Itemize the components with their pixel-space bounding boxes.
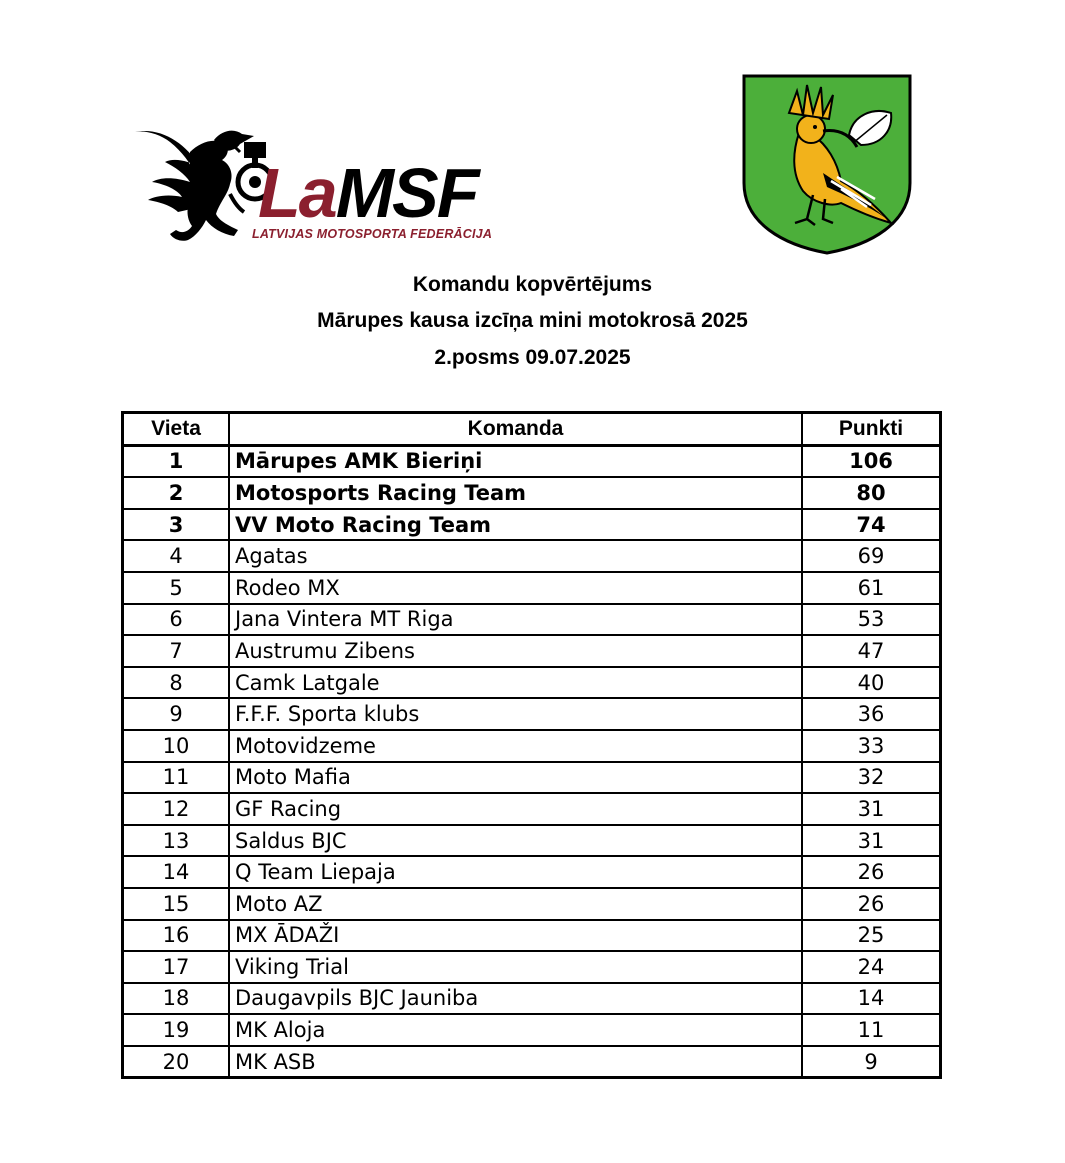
cell-place: 20 — [123, 1046, 230, 1078]
title-stage-date: 2.posms 09.07.2025 — [434, 346, 631, 369]
cell-points: 9 — [802, 1046, 941, 1078]
cell-place: 9 — [123, 698, 230, 730]
table-row — [123, 572, 941, 604]
cell-place: 16 — [123, 920, 230, 952]
table-row — [123, 983, 941, 1015]
table-row — [123, 635, 941, 667]
cell-points: 32 — [802, 762, 941, 794]
cell-place: 2 — [123, 477, 230, 509]
cell-place: 7 — [123, 635, 230, 667]
wordmark-msf: MSF — [335, 154, 478, 232]
cell-place: 8 — [123, 667, 230, 699]
team-standings-table — [121, 411, 942, 1079]
table-row — [123, 604, 941, 636]
cell-team: Austrumu Zibens — [229, 635, 802, 667]
cell-points: 80 — [802, 477, 941, 509]
cell-place: 3 — [123, 509, 230, 541]
table-row — [123, 667, 941, 699]
cell-team: Rodeo MX — [229, 572, 802, 604]
table-row — [123, 762, 941, 794]
cell-team: Agatas — [229, 540, 802, 572]
cell-team: GF Racing — [229, 793, 802, 825]
cell-points: 53 — [802, 604, 941, 636]
cell-place: 10 — [123, 730, 230, 762]
cell-place: 18 — [123, 983, 230, 1015]
table-row — [123, 793, 941, 825]
cell-place: 12 — [123, 793, 230, 825]
cell-place: 5 — [123, 572, 230, 604]
cell-team: Q Team Liepaja — [229, 856, 802, 888]
cell-points: 25 — [802, 920, 941, 952]
table-row — [123, 477, 941, 509]
cell-points: 26 — [802, 856, 941, 888]
cell-points: 33 — [802, 730, 941, 762]
cell-team: Moto AZ — [229, 888, 802, 920]
table-row — [123, 730, 941, 762]
cell-place: 4 — [123, 540, 230, 572]
cell-points: 40 — [802, 667, 941, 699]
table-row — [123, 888, 941, 920]
cell-team: MX ĀDAŽI — [229, 920, 802, 952]
cell-points: 36 — [802, 698, 941, 730]
cell-points: 31 — [802, 793, 941, 825]
cell-team: Saldus BJC — [229, 825, 802, 857]
cell-team: Mārupes AMK Bieriņi — [229, 445, 802, 477]
cell-points: 26 — [802, 888, 941, 920]
cell-place: 19 — [123, 1014, 230, 1046]
cell-points: 61 — [802, 572, 941, 604]
table-row — [123, 920, 941, 952]
cell-team: Motovidzeme — [229, 730, 802, 762]
cell-team: MK Aloja — [229, 1014, 802, 1046]
cell-team: Camk Latgale — [229, 667, 802, 699]
table-row — [123, 540, 941, 572]
cell-place: 13 — [123, 825, 230, 857]
lamsf-wordmark — [258, 154, 478, 232]
table-row — [123, 698, 941, 730]
column-header-team: Komanda — [229, 413, 802, 446]
cell-place: 6 — [123, 604, 230, 636]
title-standings: Komandu kopvērtējums — [412, 273, 653, 296]
table-header-row — [123, 413, 941, 446]
cell-points: 11 — [802, 1014, 941, 1046]
table-row — [123, 951, 941, 983]
cell-points: 31 — [802, 825, 941, 857]
cell-team: Moto Mafia — [229, 762, 802, 794]
table-row — [123, 856, 941, 888]
cell-team: Motosports Racing Team — [229, 477, 802, 509]
cell-place: 17 — [123, 951, 230, 983]
cell-team: Viking Trial — [229, 951, 802, 983]
cell-place: 1 — [123, 445, 230, 477]
hoopoe-coat-of-arms-icon — [741, 73, 913, 255]
cell-points: 69 — [802, 540, 941, 572]
cell-points: 47 — [802, 635, 941, 667]
cell-team: VV Moto Racing Team — [229, 509, 802, 541]
cell-place: 14 — [123, 856, 230, 888]
cell-team: Daugavpils BJC Jauniba — [229, 983, 802, 1015]
cell-points: 24 — [802, 951, 941, 983]
table-row — [123, 445, 941, 477]
wordmark-la: La — [258, 154, 336, 232]
table-row — [123, 1046, 941, 1078]
column-header-place: Vieta — [123, 413, 230, 446]
column-header-points: Punkti — [802, 413, 941, 446]
cell-place: 11 — [123, 762, 230, 794]
cell-team: F.F.F. Sporta klubs — [229, 698, 802, 730]
cell-points: 14 — [802, 983, 941, 1015]
table-row — [123, 825, 941, 857]
cell-points: 74 — [802, 509, 941, 541]
cell-place: 15 — [123, 888, 230, 920]
cell-points: 106 — [802, 445, 941, 477]
cell-team: MK ASB — [229, 1046, 802, 1078]
cell-team: Jana Vintera MT Riga — [229, 604, 802, 636]
table-row — [123, 1014, 941, 1046]
title-competition: Mārupes kausa izcīņa mini motokrosā 2025 — [317, 309, 748, 332]
lamsf-subtitle: LATVIJAS MOTOSPORTA FEDERĀCIJA — [252, 227, 493, 241]
table-row — [123, 509, 941, 541]
